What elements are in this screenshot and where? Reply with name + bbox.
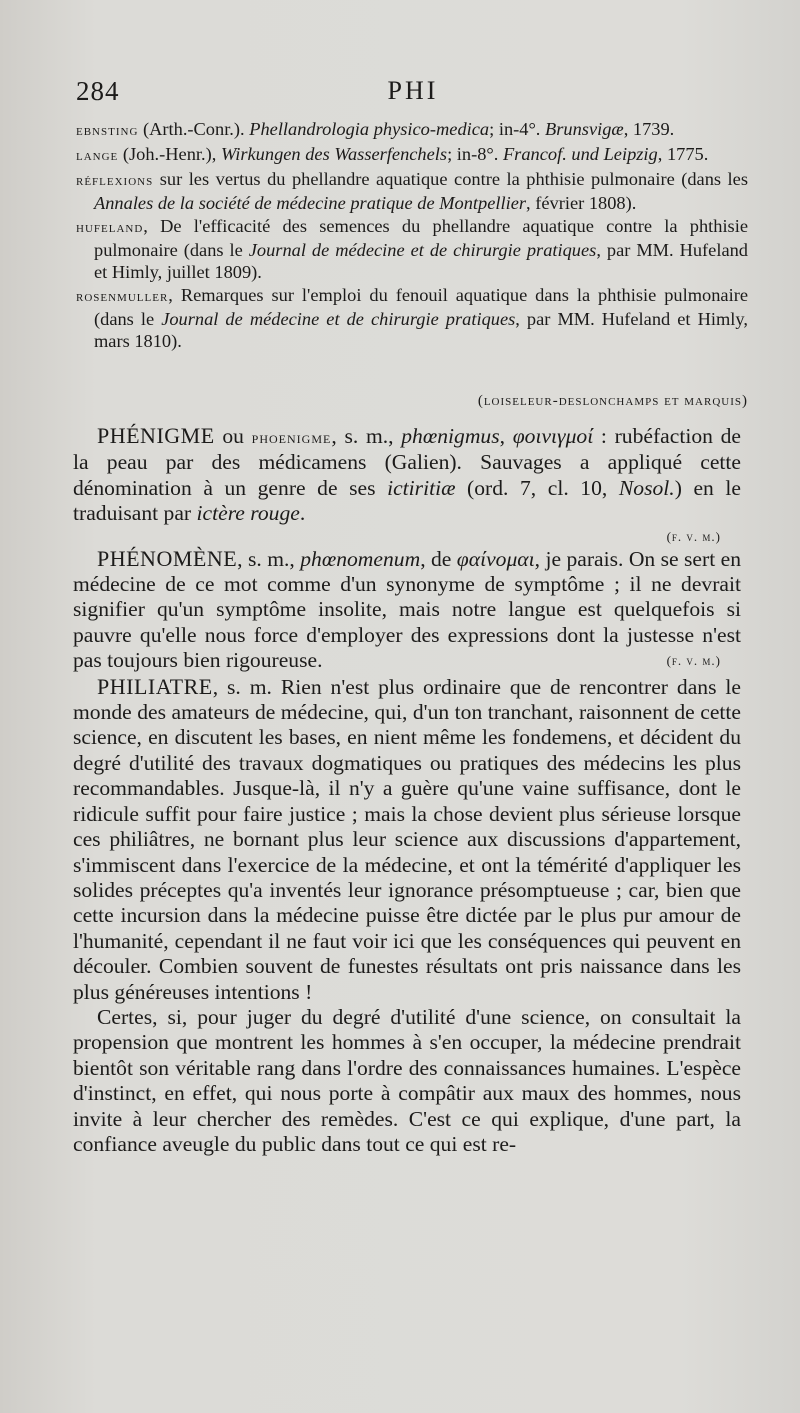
reference-reflexions: réflexions sur les vertus du phellandre aquatique contre la phthisie pulmonaire (dans les Annales de la société de médecine pratique de Montpellier, février 1808).	[76, 169, 748, 213]
entry-phenigme: PHÉNIGME ou phoenigme, s. m., phœnigmus, φοινιγμοί : rubéfaction de la peau par des médicamens (Galien). Sauvages a appliqué cette dénomination à un genre de ses ictiritiæ (ord. 7, cl. 10, Nosol.) en le traduisant par ictère rouge.	[73, 423, 742, 526]
references-signature: (loiseleur-deslonchamps et marquis)	[477, 393, 748, 409]
dictionary-entries	[73, 423, 741, 1157]
reference-lange: lange (Joh.-Henr.), Wirkungen des Wasserfenchels; in-8°. Francof. und Leipzig, 1775.	[76, 144, 709, 164]
entry-signature: (f. v. m.)	[666, 528, 721, 544]
running-head: PHI	[387, 76, 439, 105]
reference-hufeland: hufeland, De l'efficacité des semences du phellandre aquatique contre la phthisie pulmonaire (dans le Journal de médecine et de chirurgie pratiques, par MM. Hufeland et Himly, juillet 1809).	[76, 216, 748, 282]
entry-signature: (f. v. m.)	[666, 653, 721, 669]
reference-ebnsting: ebnsting (Arth.-Conr.). Phellandrologia physico-medica; in-4°. Brunsvigæ, 1739.	[76, 119, 675, 139]
entry-phenomene: PHÉNOMÈNE, s. m., phœnomenum, de φαίνομαι, je parais. On se sert en médecine de ce mot comme d'un synonyme de symptôme ; il ne devrait signifier qu'un symptôme insolite, mais notre langue est quelquefois si pauvre qu'elle nous force d'employer des expressions dont la justesse n'est pas toujours bien rigoureuse. (f. v. m.)	[73, 545, 741, 673]
entry-philiatre-continued: Certes, si, pour juger du degré d'utilité d'une science, on consultait la propension que montrent les hommes à s'en occuper, la médecine prendrait bientôt son véritable rang dans l'ordre des connaissances humaines. L'espèce d'instinct, en effet, qui nous porte à compâtir aux maux des hommes, nous invite à leur chercher des remèdes. C'est ce qui explique, d'une part, la confiance aveugle du public dans tout ce qui est re-	[73, 1004, 741, 1156]
page-number: 284	[76, 76, 120, 106]
page-header	[76, 76, 750, 112]
headword: PHÉNIGME	[97, 423, 215, 448]
reference-rosenmuller: rosenmuller, Remarques sur l'emploi du fenouil aquatique dans la phthisie pulmonaire (dans le Journal de médecine et de chirurgie pratiques, par MM. Hufeland et Himly, mars 1810).	[76, 285, 748, 351]
entry-philiatre: PHILIATRE, s. m. Rien n'est plus ordinaire que de rencontrer dans le monde des amateurs de médecine, qui, d'un ton tranchant, raisonnent de cette science, en discutent les bases, en nient même les fondemens, et décident du degré d'utilité des travaux dogmatiques ou pratiques des médecins les plus recommandables. Jusque-là, il n'y a guère qu'une vaine suffisance, dont le ridicule suffit pour faire justice ; mais la chose devient plus sérieuse lorsque ces philiâtres, ne bornant plus leur science aux discussions d'appartement, s'immiscent dans l'exercice de la médecine, et ont la témérité d'appliquer les solides préceptes qu'a inventés leur ignorance présomptueuse ; car, bien que cette incursion dans la médecine puisse être dictée par le plus pur amour de l'humanité, cependant il ne faut voir ici que les conséquences qui peuvent en découler. Combien souvent de funestes résultats ont pris naissance dans les plus généreuses intentions !	[73, 673, 741, 1004]
headword: PHILIATRE	[97, 673, 213, 699]
bibliography	[76, 118, 748, 353]
headword: PHÉNOMÈNE	[97, 545, 238, 571]
